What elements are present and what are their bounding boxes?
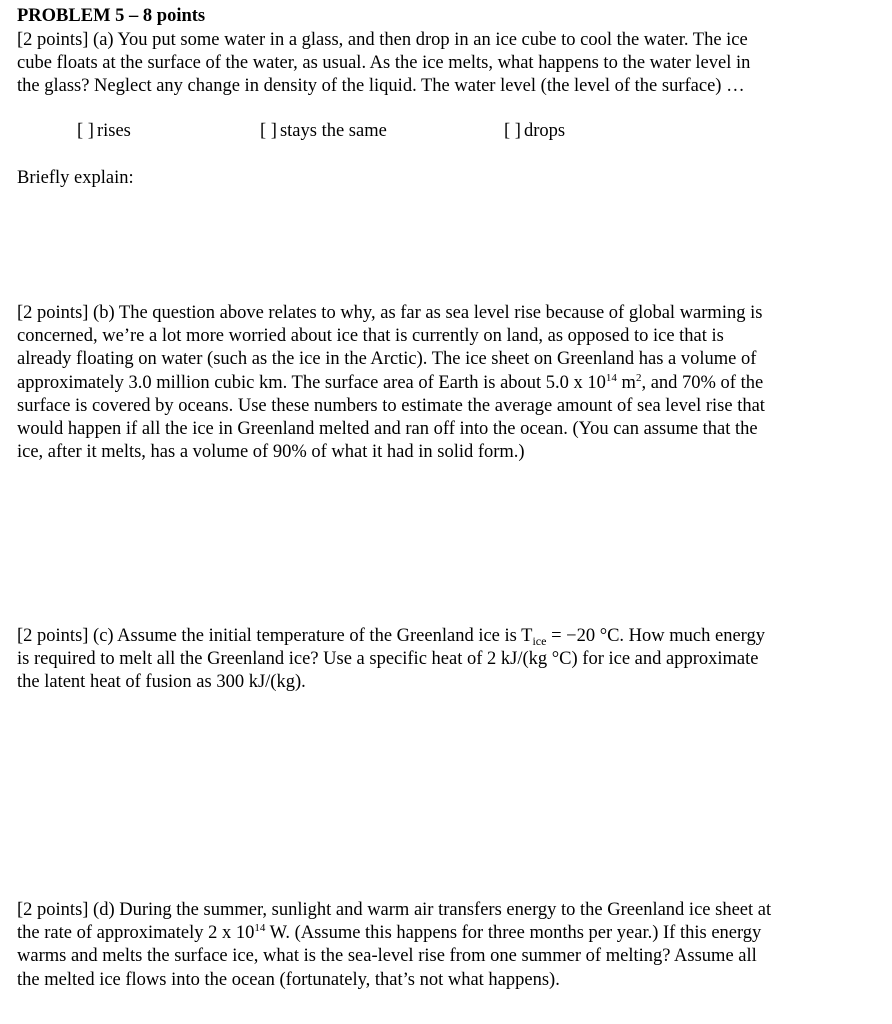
exponent: 14: [254, 922, 266, 935]
checkbox-bracket[interactable]: [ ]: [77, 121, 94, 141]
exponent: 14: [605, 371, 617, 384]
part-b-line: concerned, we’re a lot more worried about ice that is currently on land, as opposed to ice that is: [17, 326, 724, 347]
part-b-line: [17, 372, 867, 395]
checkbox-bracket[interactable]: [ ]: [260, 121, 277, 141]
problem-title: PROBLEM 5 – 8 points: [17, 6, 206, 26]
part-b-question: [17, 302, 867, 464]
text-run: W. (Assume this happens for three months per year.) If this energy: [265, 923, 762, 944]
choice-label: drops: [523, 121, 566, 141]
text-run: [2 points] (c) Assume the initial temperature of the Greenland ice is T: [17, 626, 533, 646]
part-c-question: [17, 625, 867, 695]
part-a-line: cube floats at the surface of the water, as usual. As the ice melts, what happens to the water level in: [17, 53, 751, 74]
part-a-line: the glass? Neglect any change in density of the liquid. The water level (the level of the surface) …: [17, 76, 745, 97]
subscript: ice: [532, 634, 547, 648]
text-run: = −20 °C. How much energy: [546, 626, 766, 646]
choice-drops[interactable]: [504, 120, 565, 143]
part-d-line: the melted ice flows into the ocean (fortunately, that’s not what happens).: [17, 969, 560, 990]
text-run: the rate of approximately 2 x 10: [17, 923, 255, 944]
part-d-line: [2 points] (d) During the summer, sunlight and warm air transfers energy to the Greenland ice sheet at: [17, 900, 772, 920]
part-b-line: ice, after it melts, has a volume of 90% of what it had in solid form.): [17, 442, 525, 463]
part-d-question: [17, 899, 867, 992]
explain-prompt: Briefly explain:: [17, 168, 134, 188]
part-c-line: is required to melt all the Greenland ice? Use a specific heat of 2 kJ/(kg °C) for ice and approximate: [17, 649, 759, 670]
text-run: approximately 3.0 million cubic km. The surface area of Earth is about 5.0 x 10: [17, 372, 606, 393]
part-d-line: [17, 922, 867, 945]
part-d-line: warms and melts the surface ice, what is the sea-level rise from one summer of melting? Assume all: [17, 946, 757, 967]
part-a-question: [17, 29, 867, 99]
part-c-line: the latent heat of fusion as 300 kJ/(kg).: [17, 672, 306, 693]
exponent: 2: [635, 371, 642, 384]
part-b-line: already floating on water (such as the ice in the Arctic). The ice sheet on Greenland has a volume of: [17, 349, 757, 370]
part-c-line: [17, 625, 867, 648]
part-b-line: [2 points] (b) The question above relates to why, as far as sea level rise because of global warming is: [17, 303, 763, 323]
checkbox-bracket[interactable]: [ ]: [504, 121, 521, 141]
part-b-line: would happen if all the ice in Greenland melted and ran off into the ocean. (You can assume that the: [17, 419, 758, 440]
text-run: , and 70% of the: [641, 372, 764, 393]
part-b-line: surface is covered by oceans. Use these numbers to estimate the average amount of sea level rise that: [17, 395, 765, 416]
choice-rises[interactable]: [77, 120, 131, 143]
choice-label: stays the same: [279, 121, 387, 141]
choice-stays-the-same[interactable]: [260, 120, 387, 143]
text-run: m: [616, 372, 636, 393]
part-a-line: [2 points] (a) You put some water in a glass, and then drop in an ice cube to cool the water. The ice: [17, 30, 748, 50]
choice-label: rises: [96, 121, 131, 141]
